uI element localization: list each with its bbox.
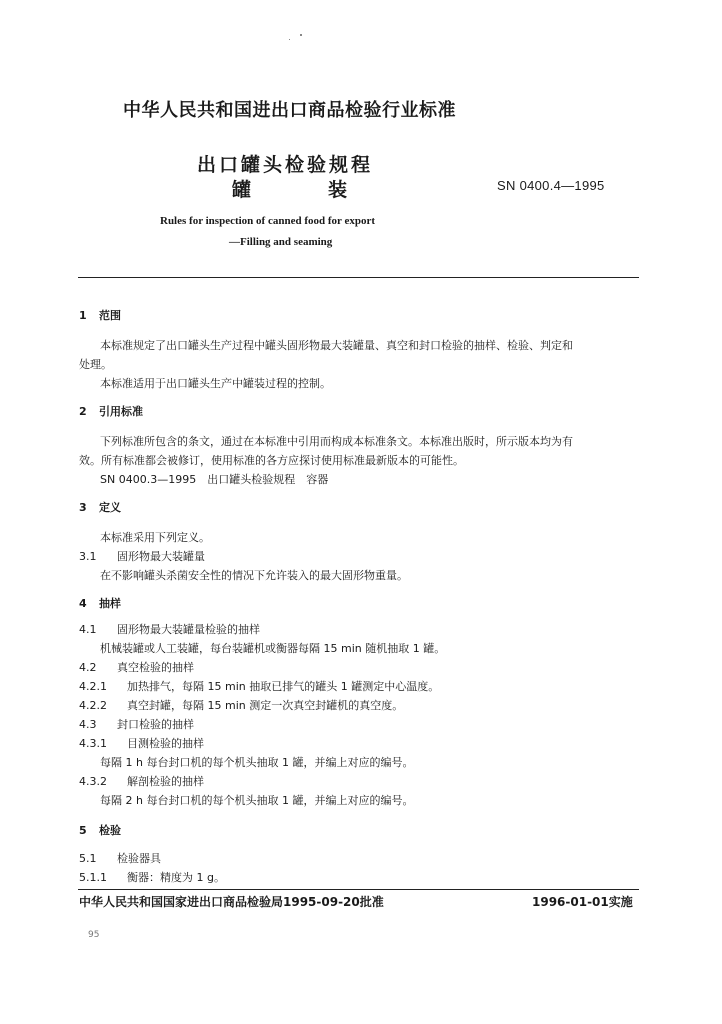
header-divider [78,277,639,278]
footer-divider [78,889,639,890]
clause-number: 4.3.1 [79,737,107,750]
clause-text: 真空封罐，每隔 15 min 测定一次真空封罐机的真空度。 [127,699,404,712]
section-number: 5 [79,824,87,837]
clause-number: 4.3 [79,718,97,731]
clause-5-1 [79,850,161,866]
clause-4-2 [79,659,194,675]
paragraph: 本标准适用于出口罐头生产中罐装过程的控制。 [100,377,331,390]
implementation-date: 1996-01-01实施 [532,895,633,909]
clause-text: 每隔 1 h 每台封口机的每个机头抽取 1 罐，并编上对应的编号。 [100,756,414,769]
clause-5-1-1 [79,869,225,885]
clause-number: 3.1 [79,550,97,563]
clause-title: 真空检验的抽样 [117,661,194,674]
clause-4-3-1 [79,735,204,751]
paragraph: 本标准规定了出口罐头生产过程中罐头固形物最大装罐量、真空和封口检验的抽样、检验、判定和 [100,339,573,352]
clause-title: 检验器具 [117,852,161,865]
section-title: 定义 [99,501,121,514]
clause-title: 解剖检验的抽样 [127,775,204,788]
clause-4-2-2 [79,697,403,713]
clause-4-3 [79,716,194,732]
clause-3-1 [79,548,205,564]
english-title: Rules for inspection of canned food for export [160,215,376,227]
definition-text: 在不影响罐头杀菌安全性的情况下允许装入的最大固形物重量。 [100,569,408,582]
clause-number: 5.1.1 [79,871,107,884]
section-4-heading [79,595,121,611]
industry-standard-heading: 中华人民共和国进出口商品检验行业标准 [123,100,456,121]
section-title: 抽样 [99,597,121,610]
document-title: 出口罐头检验规程 [197,154,374,176]
section-title: 引用标准 [99,405,143,418]
document-subtitle-char-1: 罐 [232,179,252,201]
section-title: 检验 [99,824,121,837]
section-2-heading [79,403,143,419]
section-3-heading [79,499,121,515]
section-5-heading [79,822,121,838]
standard-number: SN 0400.4—1995 [497,178,605,193]
paragraph: 下列标准所包含的条文，通过在本标准中引用而构成本标准条文。本标准出版时，所示版本均为有 [100,435,573,448]
clause-text: 加热排气，每隔 15 min 抽取已排气的罐头 1 罐测定中心温度。 [127,680,440,693]
section-1-heading [79,307,121,323]
clause-4-1 [79,621,260,637]
section-number: 4 [79,597,87,610]
clause-number: 4.2 [79,661,97,674]
clause-4-3-2 [79,773,204,789]
clause-number: 4.3.2 [79,775,107,788]
scan-speck [300,34,302,36]
scan-speck [289,39,290,40]
referenced-standard: SN 0400.3—1995 出口罐头检验规程 容器 [100,473,329,486]
section-title: 范围 [99,309,121,322]
clause-4-2-1 [79,678,439,694]
paragraph: 本标准采用下列定义。 [100,531,210,544]
clause-text: 每隔 2 h 每台封口机的每个机头抽取 1 罐，并编上对应的编号。 [100,794,414,807]
clause-title: 固形物最大装罐量 [117,550,205,563]
paragraph-continuation: 效。所有标准都会被修订，使用标准的各方应探讨使用标准最新版本的可能性。 [79,454,464,467]
clause-title: 固形物最大装罐量检验的抽样 [117,623,260,636]
clause-number: 4.2.1 [79,680,107,693]
section-number: 1 [79,309,87,322]
clause-text: 机械装罐或人工装罐，每台装罐机或衡器每隔 15 min 随机抽取 1 罐。 [100,642,446,655]
approval-line: 中华人民共和国国家进出口商品检验局1995-09-20批准 [79,895,384,909]
section-number: 2 [79,405,87,418]
section-number: 3 [79,501,87,514]
document-subtitle-char-2: 装 [328,179,348,201]
page-number: 95 [88,930,100,940]
paragraph-continuation: 处理。 [79,358,112,371]
english-subtitle: —Filling and seaming [229,236,333,248]
clause-title: 封口检验的抽样 [117,718,194,731]
clause-number: 4.2.2 [79,699,107,712]
clause-text: 衡器：精度为 1 g。 [127,871,225,884]
clause-title: 目测检验的抽样 [127,737,204,750]
clause-number: 4.1 [79,623,97,636]
clause-number: 5.1 [79,852,97,865]
